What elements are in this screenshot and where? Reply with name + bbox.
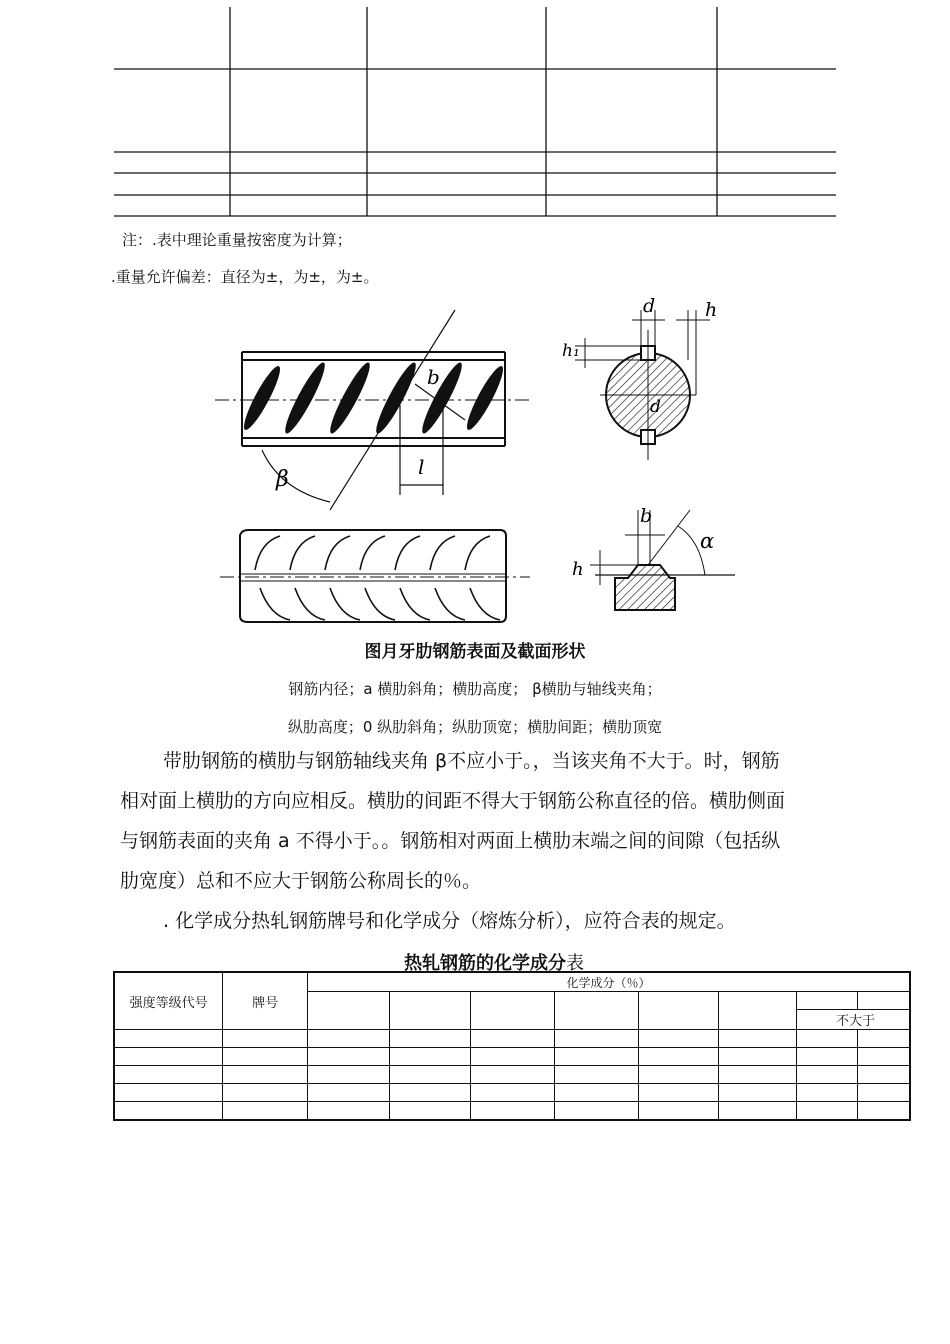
chem-table-title-suffix: 表 xyxy=(566,953,584,974)
rebar-figure xyxy=(200,290,760,630)
table-row xyxy=(114,1102,910,1121)
table-row xyxy=(114,1084,910,1102)
note-line-1: 注：.表中理论重量按密度为计算； xyxy=(122,231,352,249)
label-d-top: d xyxy=(643,295,656,317)
figure-legend-line-1: 钢筋内径；a 横肋斜角；横肋高度； β横肋与轴线夹角； xyxy=(288,680,662,698)
paragraph-line-3: 与钢筋表面的夹角 a 不得小于。。钢筋相对两面上横肋末端之间的间隙（包括纵 xyxy=(120,830,781,852)
chem-header-row-1 xyxy=(114,972,910,992)
paragraph-line-4: 肋宽度）总和不应大于钢筋公称周长的％。 xyxy=(120,870,482,892)
paragraph-line-2: 相对面上横肋的方向应相反。横肋的间距不得大于钢筋公称直径的倍。横肋侧面 xyxy=(120,790,786,812)
label-b: b xyxy=(427,365,440,389)
top-table-grid xyxy=(114,7,836,217)
header-chem: 化学成分（％） xyxy=(308,972,910,992)
figure-caption: 图月牙肋钢筋表面及截面形状 xyxy=(364,642,586,662)
table-row xyxy=(114,1048,910,1066)
chem-table xyxy=(113,971,911,1121)
label-h-bottom: h xyxy=(572,559,584,580)
label-l: l xyxy=(418,455,425,479)
chem-col-1 xyxy=(308,992,390,1030)
rib-profile xyxy=(590,510,735,610)
rebar-side-view xyxy=(215,310,530,510)
chem-col-6 xyxy=(718,992,796,1030)
rebar-cross-section xyxy=(575,310,710,460)
label-h1: h₁ xyxy=(562,341,580,361)
figure-legend-line-2: 纵肋高度；0 纵肋斜角；纵肋顶宽；横肋间距；横肋顶宽 xyxy=(287,718,663,736)
top-table xyxy=(114,7,836,217)
header-grade: 强度等级代号 xyxy=(114,972,223,1030)
header-not-greater: 不大于 xyxy=(796,1010,910,1030)
chem-col-2 xyxy=(389,992,470,1030)
header-brand: 牌号 xyxy=(223,972,308,1030)
paragraph-line-5: . 化学成分热轧钢筋牌号和化学成分（熔炼分析），应符合表的规定。 xyxy=(163,910,736,932)
chem-table-title-bold: 热轧钢筋的化学成分 xyxy=(404,953,566,974)
table-row xyxy=(114,1030,910,1048)
chem-col-8 xyxy=(857,992,910,1010)
note-line-2: .重量允许偏差：直径为±，为±，为±。 xyxy=(111,268,379,286)
rebar-3d-view xyxy=(220,530,530,622)
label-b-bottom: b xyxy=(640,505,653,527)
chem-col-3 xyxy=(470,992,555,1030)
chem-col-5 xyxy=(639,992,719,1030)
label-alpha: α xyxy=(700,529,715,553)
paragraph-line-1: 带肋钢筋的横肋与钢筋轴线夹角 β不应小于。，当该夹角不大于。时，钢筋 xyxy=(163,750,780,772)
label-h-top: h xyxy=(705,299,718,321)
table-row xyxy=(114,1066,910,1084)
label-d-inner: d xyxy=(650,397,661,417)
chem-col-7 xyxy=(796,992,857,1010)
chem-col-4 xyxy=(555,992,639,1030)
label-beta: β xyxy=(276,467,289,492)
